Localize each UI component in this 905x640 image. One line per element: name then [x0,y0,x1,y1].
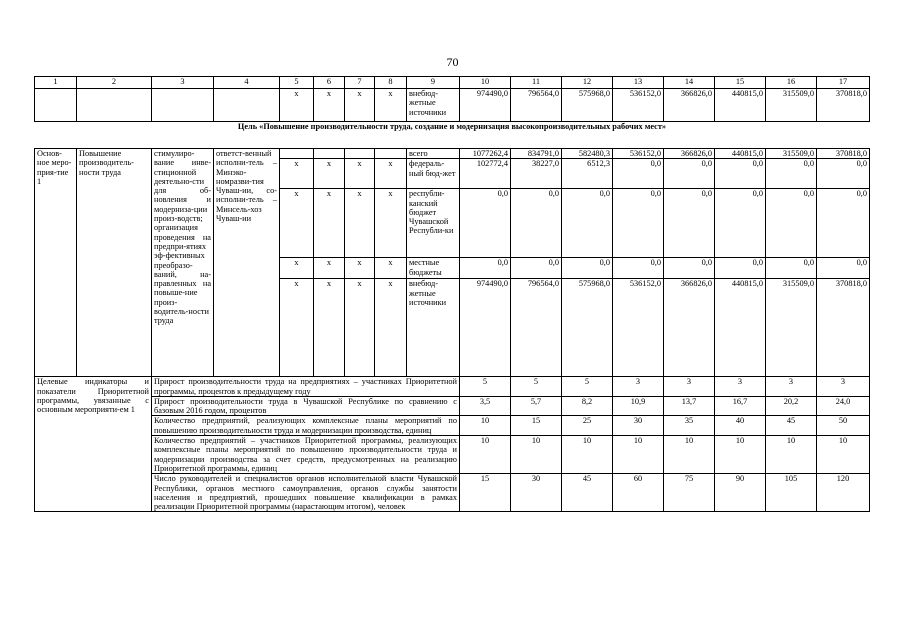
indicator-text: Прирост производительности труда на предприятиях – участниках Приоритетной программы, процентов к предыдущему году [152,377,460,397]
x-mark: x [280,159,314,189]
program-table [34,76,870,512]
x-mark: x [280,258,314,279]
value-cell: 0,0 [613,159,664,189]
value-cell: 0,0 [511,189,562,258]
value-cell: 35 [664,416,715,436]
value-cell: 120 [817,474,870,512]
event-description: стимулиро-вание инве-стиционной деятельно-сти для об-новления и модерниза-ции произ-водств; организация проведения на предпри-ятиях эф-фективных преобразо-ваний, на-правленных на повыше-ние произ-водитель-ности труда [152,149,214,377]
x-mark: x [314,89,345,122]
value-cell: 0,0 [715,189,766,258]
event-executor: ответст-венный исполни-тель – Минэко-номразви-тия Чуваш-ии, со-исполни-тель – Минсель-хоз Чуваш-ии [214,149,280,377]
value-cell: 370818,0 [817,149,870,159]
indicator-text: Прирост производительности труда в Чувашской Республике по сравнению с базовым 2016 годом, процентов [152,396,460,416]
col-num: 8 [375,77,407,89]
value-cell: 0,0 [460,189,511,258]
value-cell: 0,0 [562,258,613,279]
indicator-text: Количество предприятий – участников Приоритетной программы, реализующих комплексные планы мероприятий по повышению производительности труда и модернизации производства за счет средств, предусмотренных на реализацию Приоритетной программы, единиц [152,436,460,474]
x-mark: x [345,258,375,279]
value-cell: 440815,0 [715,89,766,122]
x-mark: x [375,279,407,377]
value-cell: 3 [817,377,870,397]
value-cell: 20,2 [766,396,817,416]
indicator-text: Число руководителей и специалистов органов исполнительной власти Чувашской Республики, органов местного самоуправления, органов службы занятости населения и предприятий, прошедших повышение квалификации в рамках реализации Приоритетной программы (нарастающим итогом), человек [152,474,460,512]
x-mark: x [314,258,345,279]
value-cell: 50 [817,416,870,436]
x-mark: x [345,189,375,258]
value-cell: 834791,0 [511,149,562,159]
value-cell: 0,0 [562,189,613,258]
col-num: 15 [715,77,766,89]
funding-source: внебюд-жетные источники [407,89,460,122]
x-mark: x [345,159,375,189]
col-num: 12 [562,77,613,89]
value-cell: 974490,0 [460,89,511,122]
value-cell: 10 [715,436,766,474]
col-num: 6 [314,77,345,89]
value-cell: 5,7 [511,396,562,416]
col-num: 11 [511,77,562,89]
value-cell: 6512,3 [562,159,613,189]
indicator-row [35,436,870,474]
value-cell: 0,0 [664,189,715,258]
indicator-row [35,377,870,397]
value-cell: 45 [766,416,817,436]
value-cell: 1077262,4 [460,149,511,159]
x-mark: x [375,258,407,279]
value-cell: 0,0 [766,189,817,258]
x-mark: x [314,189,345,258]
value-cell: 366826,0 [664,89,715,122]
value-cell: 796564,0 [511,89,562,122]
value-cell: 315509,0 [766,89,817,122]
value-cell: 10 [562,436,613,474]
value-cell: 0,0 [511,258,562,279]
value-cell: 796564,0 [511,279,562,377]
value-cell: 370818,0 [817,89,870,122]
value-cell: 0,0 [715,159,766,189]
value-cell: 45 [562,474,613,512]
x-mark: x [345,89,375,122]
column-number-row [35,77,870,89]
goal-title: Цель «Повышение производительности труда, создание и модернизация высокопроизводительных рабочих мест» [35,122,870,149]
col-num: 5 [280,77,314,89]
indicator-row [35,416,870,436]
value-cell: 10 [613,436,664,474]
value-cell: 0,0 [817,189,870,258]
value-cell: 38227,0 [511,159,562,189]
value-cell: 0,0 [664,258,715,279]
funding-source: внебюд-жетные источники [407,279,460,377]
value-cell: 30 [511,474,562,512]
value-cell: 5 [460,377,511,397]
col-num: 4 [214,77,280,89]
value-cell: 3,5 [460,396,511,416]
indicator-row [35,474,870,512]
x-mark: x [314,279,345,377]
event-row-total [35,149,870,159]
value-cell: 102772,4 [460,159,511,189]
value-cell: 315509,0 [766,279,817,377]
value-cell: 10 [766,436,817,474]
value-cell: 0,0 [613,258,664,279]
x-mark: x [345,279,375,377]
value-cell: 5 [511,377,562,397]
value-cell: 536152,0 [613,89,664,122]
carryover-row [35,89,870,122]
col-num: 7 [345,77,375,89]
value-cell: 40 [715,416,766,436]
value-cell: 3 [715,377,766,397]
value-cell: 10,9 [613,396,664,416]
value-cell: 90 [715,474,766,512]
value-cell: 75 [664,474,715,512]
value-cell: 30 [613,416,664,436]
col-num: 17 [817,77,870,89]
col-num: 3 [152,77,214,89]
value-cell: 0,0 [766,159,817,189]
value-cell: 0,0 [460,258,511,279]
value-cell: 366826,0 [664,149,715,159]
value-cell: 0,0 [664,159,715,189]
value-cell: 10 [817,436,870,474]
value-cell: 370818,0 [817,279,870,377]
value-cell: 582480,3 [562,149,613,159]
funding-source: всего [407,149,460,159]
value-cell: 8,2 [562,396,613,416]
x-mark: x [375,89,407,122]
value-cell: 366826,0 [664,279,715,377]
indicator-row [35,396,870,416]
x-mark: x [280,279,314,377]
goal-row [35,122,870,149]
value-cell: 10 [460,436,511,474]
value-cell: 3 [613,377,664,397]
value-cell: 440815,0 [715,149,766,159]
value-cell: 24,0 [817,396,870,416]
event-name: Повышение производитель-ности труда [77,149,152,377]
event-type: Основ-ное меро-прия-тие 1 [35,149,77,377]
value-cell: 0,0 [817,159,870,189]
x-mark: x [280,89,314,122]
funding-source: республи-канский бюджет Чувашской Республи-ки [407,189,460,258]
value-cell: 15 [511,416,562,436]
value-cell: 15 [460,474,511,512]
value-cell: 5 [562,377,613,397]
funding-source: федераль-ный бюд-жет [407,159,460,189]
indicators-label: Целевые индикаторы и показатели Приоритетной программы, увязанные с основным мероприяти-ем 1 [35,377,152,512]
value-cell: 536152,0 [613,279,664,377]
x-mark: x [375,159,407,189]
value-cell: 3 [766,377,817,397]
col-num: 14 [664,77,715,89]
funding-source: местные бюджеты [407,258,460,279]
col-num: 10 [460,77,511,89]
col-num: 13 [613,77,664,89]
indicator-text: Количество предприятий, реализующих комплексные планы мероприятий по повышению производительности труда и модернизации производства, единиц [152,416,460,436]
value-cell: 536152,0 [613,149,664,159]
value-cell: 10 [511,436,562,474]
value-cell: 0,0 [817,258,870,279]
value-cell: 974490,0 [460,279,511,377]
col-num: 2 [77,77,152,89]
value-cell: 10 [664,436,715,474]
col-num: 1 [35,77,77,89]
value-cell: 10 [460,416,511,436]
value-cell: 25 [562,416,613,436]
value-cell: 60 [613,474,664,512]
value-cell: 16,7 [715,396,766,416]
value-cell: 315509,0 [766,149,817,159]
value-cell: 575968,0 [562,279,613,377]
value-cell: 13,7 [664,396,715,416]
value-cell: 0,0 [715,258,766,279]
x-mark: x [280,189,314,258]
x-mark: x [314,159,345,189]
value-cell: 3 [664,377,715,397]
value-cell: 440815,0 [715,279,766,377]
x-mark: x [375,189,407,258]
col-num: 16 [766,77,817,89]
page-number: 70 [446,55,459,69]
value-cell: 105 [766,474,817,512]
value-cell: 0,0 [766,258,817,279]
value-cell: 575968,0 [562,89,613,122]
value-cell: 0,0 [613,189,664,258]
col-num: 9 [407,77,460,89]
